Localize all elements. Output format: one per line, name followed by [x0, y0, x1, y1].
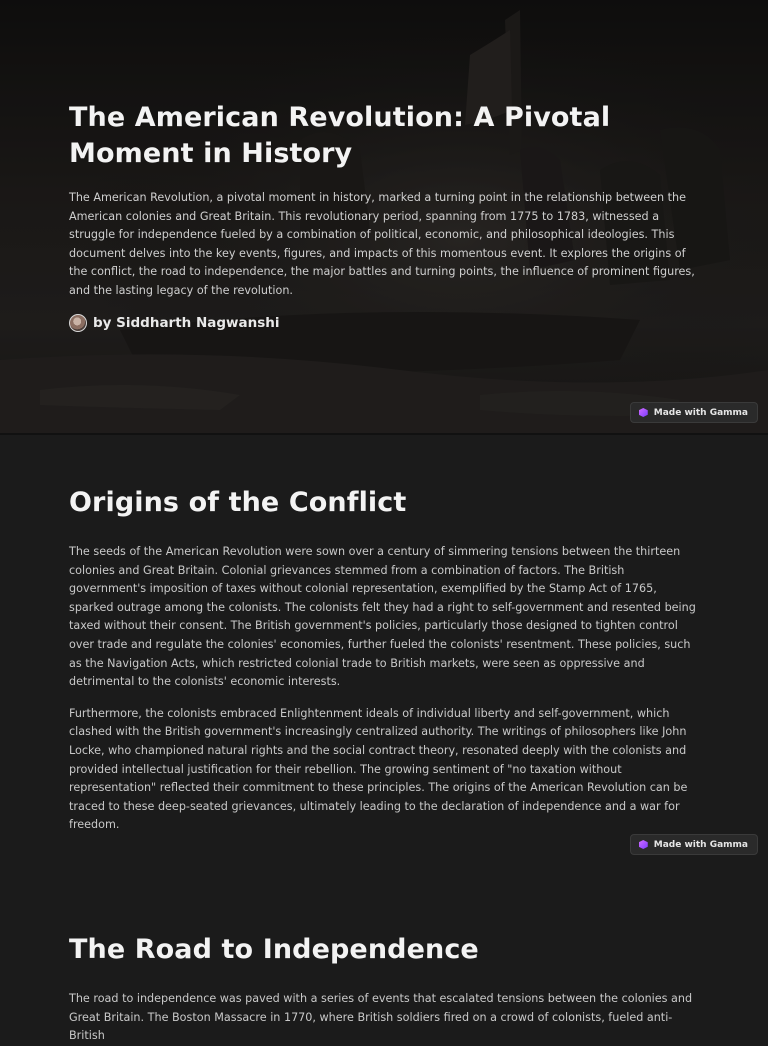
road-slide	[0, 865, 768, 1043]
origins-content	[69, 485, 701, 835]
author-byline	[69, 314, 699, 332]
section-title-road: The Road to Independence	[69, 934, 479, 965]
road-content	[69, 932, 701, 1046]
road-paragraph-1: The road to independence was paved with a series of events that escalated tensions between the colonies and Great Britain. The Boston Massacre in 1770, where British soldiers fired on a crowd of colonists, fueled anti-British	[69, 992, 693, 1043]
gamma-logo-icon	[639, 840, 648, 849]
made-with-gamma-badge[interactable]	[630, 834, 758, 855]
made-with-gamma-badge[interactable]	[630, 402, 758, 423]
origins-slide	[0, 435, 768, 865]
origins-paragraph-2: Furthermore, the colonists embraced Enlightenment ideals of individual liberty and self-government, which clashed with the British government's increasingly centralized authority. The writings of philosophers like John Locke, who championed natural rights and the social contract theory, resonated deeply with the colonists and provided intellectual justification for their rebellion. The growing sentiment of "no taxation without representation" reflected their commitment to these principles. The origins of the American Revolution can be traced to these deep-seated grievances, ultimately leading to the declaration of independence and a war for freedom.	[69, 706, 688, 832]
hero-content	[69, 100, 699, 332]
author-name: by Siddharth Nagwanshi	[93, 314, 280, 331]
avatar	[69, 314, 87, 332]
intro-paragraph: The American Revolution, a pivotal moment in history, marked a turning point in the relationship between the American colonies and Great Britain. This revolutionary period, spanning from 1775 to 1783, witnessed a struggle for independence fueled by a combination of political, economic, and philosophical ideologies. This document delves into the key events, figures, and impacts of this momentous event. It explores the origins of the conflict, the road to independence, the major battles and turning points, the influence of prominent figures, and the lasting legacy of the revolution.	[69, 191, 695, 297]
badge-label: Made with Gamma	[653, 407, 748, 418]
page-title: The American Revolution: A Pivotal Moment in History	[69, 102, 611, 169]
gamma-logo-icon	[639, 408, 648, 417]
section-title-origins: Origins of the Conflict	[69, 487, 407, 518]
origins-paragraph-1: The seeds of the American Revolution were sown over a century of simmering tensions between the thirteen colonies and Great Britain. Colonial grievances stemmed from a combination of factors. The British government's imposition of taxes without colonial representation, exemplified by the Stamp Act of 1765, sparked outrage among the colonists. The colonists felt they had a right to self-government and resented being taxed without their consent. The British government's policies, particularly those designed to tighten control over trade and regulate the colonies' economies, further fueled the colonists' resentment. These policies, such as the Navigation Acts, which restricted colonial trade to British markets, were seen as oppressive and detrimental to the colonists' economic interests.	[69, 545, 696, 689]
badge-label: Made with Gamma	[653, 839, 748, 850]
title-slide	[0, 0, 768, 433]
